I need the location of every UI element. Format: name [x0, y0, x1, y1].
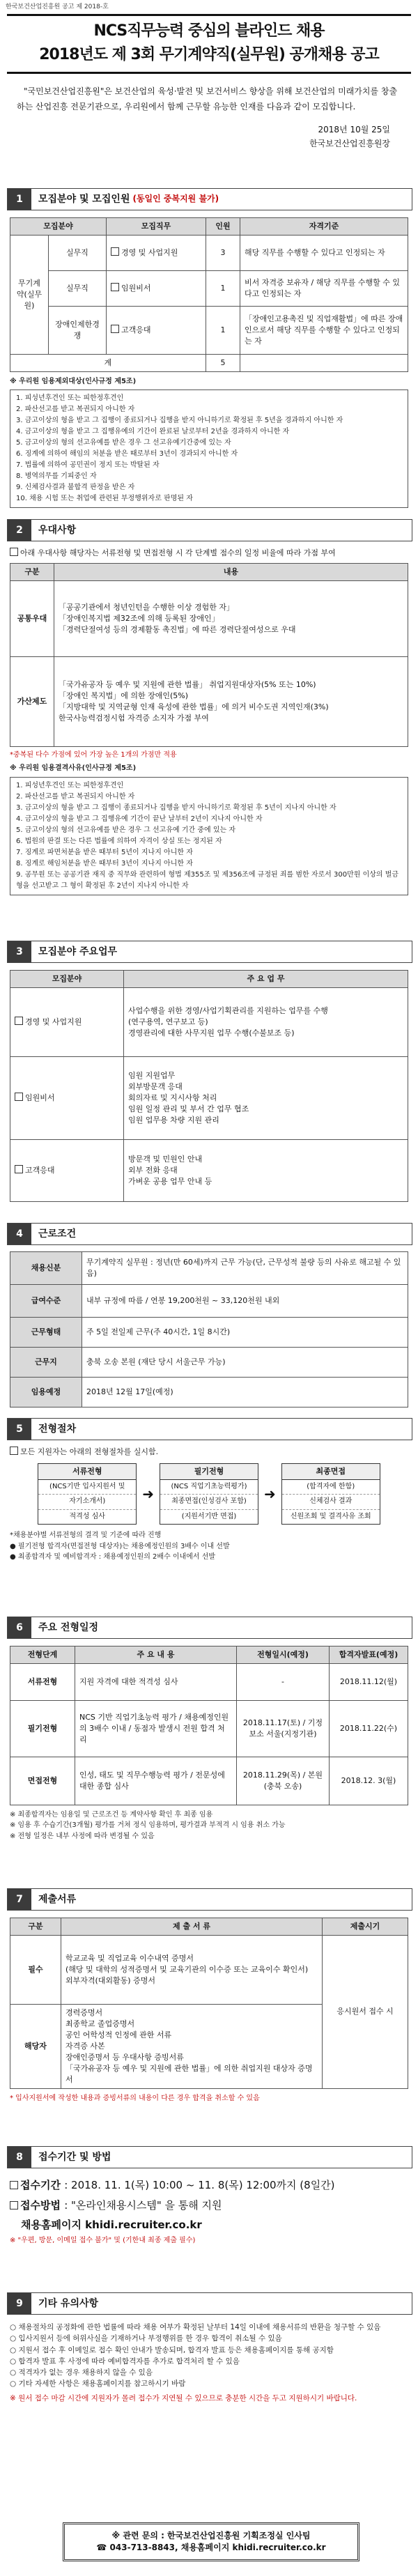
- doc-item: 장애인증명서 등 우대사항 증빙서류: [65, 2052, 184, 2062]
- field-cell: [10, 1139, 124, 1201]
- note-line: 7. 법률에 의하여 공민권이 정지 또는 박탈된 자: [16, 461, 160, 470]
- duty-line: 외부방문객 응대: [128, 1082, 183, 1092]
- field-cell: 장애인제한경쟁: [49, 306, 107, 354]
- page-subtitle: 2018년도 제 3회 무기계약직(실무원) 공개채용 공고: [39, 45, 379, 63]
- pref-lead: [10, 548, 408, 559]
- notice-warning: ※ 원서 접수 마감 시간에 지원자가 몰려 접수가 지연될 수 있으므로 충분한 시간을 두고 지원하시기 바랍니다.: [10, 2393, 357, 2403]
- apply-period-value: : 2018. 11. 1(목) 10:00 ~ 11. 8(목) 12:00까지 (8일간): [64, 2179, 335, 2191]
- checkbox-icon: [15, 1017, 23, 1025]
- note-line: 8. 병역의무를 기피중인 자: [16, 472, 97, 481]
- note-line: 1. 피성년후견인 또는 피한정후견인: [16, 781, 124, 789]
- conditions-block: [10, 1251, 408, 1407]
- section-2-header: [7, 519, 412, 541]
- process-notes: [10, 1530, 408, 1563]
- step-cell: 필기전형: [10, 1700, 75, 1757]
- notice-text: 채용절차의 공정화에 관한 법률에 따라 채용 여부가 확정된 날부터 14일 이내에 채용서류의 반환을 청구할 수 있음: [18, 2323, 381, 2331]
- apply-period-label: 접수기간: [20, 2179, 61, 2191]
- doc-item: 최종학교 졸업증명서: [65, 2019, 135, 2028]
- section-title: [31, 189, 219, 210]
- section-number: 2: [8, 520, 31, 541]
- col-header: 모집직무: [107, 218, 206, 236]
- doc-when: 응시원서 접수 시: [323, 1935, 408, 2088]
- count-cell: 1: [206, 306, 240, 354]
- table-row: [10, 1252, 408, 1285]
- group-cell: 무기계약(실무원): [10, 235, 49, 354]
- duty-text: 고객응대: [121, 325, 151, 334]
- row-key: 채용신분: [10, 1252, 82, 1285]
- total-count: 5: [206, 354, 240, 371]
- table-row: [10, 1139, 408, 1201]
- process-block: [10, 1447, 408, 1563]
- section-6-header: [7, 1617, 412, 1639]
- section-number: 1: [8, 189, 31, 210]
- process-flow: [10, 1463, 408, 1525]
- note-line: 10. 채용 시험 또는 취업에 관련된 부정행위자로 판명된 자: [16, 495, 193, 503]
- apply-method-label: 접수방법: [20, 2198, 61, 2212]
- intro-text: "국민보건산업진흥원"은 보건산업의 육성·발전 및 보건서비스 향상을 위해 보건산업의 미래가치를 창출하는 산업진흥 전문기관으로, 우리원에서 함께 근무할 유능한 인재를 다음과 같이 모집합니다.: [17, 86, 398, 111]
- field-cell: 실무직: [49, 235, 107, 270]
- notice-org: 한국보건산업진흥원장: [309, 138, 390, 148]
- notice-text: 적격자가 없는 경우 채용하지 않을 수 있음: [18, 2368, 153, 2377]
- note-line: ※ 전형 일정은 내부 사정에 따라 변경될 수 있음: [10, 1832, 155, 1840]
- table-row: [10, 1318, 408, 1348]
- process-lead-text: 모든 지원자는 아래의 전형절차를 실시함.: [20, 1447, 159, 1456]
- total-label: 계: [10, 354, 206, 371]
- note-line: ● 최종합격자 및 예비합격자 : 채용예정인원의 2배수 이내에서 선발: [10, 1553, 216, 1561]
- col-header: 구분: [10, 563, 54, 580]
- apply-block: [10, 2175, 408, 2246]
- flow-step-head: 필기전형: [160, 1464, 258, 1480]
- date-cell: -: [237, 1663, 330, 1700]
- note-line: 8. 징계로 해임처분을 받은 때부터 3년이 지나지 아니한 자: [16, 859, 193, 867]
- col-header: 자격기준: [240, 218, 408, 236]
- table-row: [10, 306, 408, 354]
- table-row: [10, 1700, 408, 1757]
- doc-item: 공인 어학성적 인정에 관한 서류: [65, 2030, 172, 2039]
- table-row: [10, 580, 408, 656]
- col-header: 주 요 내 용: [75, 1646, 237, 1664]
- table-row: [10, 1663, 408, 1700]
- notice-text: 합격자 발표 후 사정에 따라 예비합격자를 추가로 합격처리 할 수 있음: [18, 2357, 240, 2366]
- notice-text: 입사지원서 등에 허위사실을 기재하거나 부정행위를 한 경우 합격이 취소될 수 있음: [18, 2334, 282, 2343]
- section-title: 주요 전형일정: [38, 1621, 99, 1633]
- field-text: 고객응대: [25, 1165, 55, 1175]
- duty-cell: [107, 235, 206, 270]
- pref-lead-text: 아래 우대사항 해당자는 서류전형 및 면접전형 시 각 단계별 점수의 일정 비율에 따라 가점 부여: [20, 548, 336, 557]
- arrow-right-icon: ➜: [142, 1485, 154, 1502]
- section-3-header: [7, 941, 412, 963]
- preference-block: [10, 548, 408, 895]
- duty-cell: [124, 987, 408, 1056]
- doc-item: 경력증명서: [65, 2007, 103, 2017]
- doc-list: [61, 2004, 323, 2088]
- pref-item: 「지방대학 및 지역균형 인재 육성에 관한 법률」에 의거 비수도권 지역인재(3%): [59, 702, 329, 711]
- row-value: 내부 규정에 따름 / 연봉 19,200천원 ~ 33,120천원 내외: [82, 1285, 408, 1318]
- recruit-table: [10, 217, 408, 372]
- section-number: 9: [8, 2293, 31, 2314]
- note-line: 3. 금고이상의 형을 받고 그 집행이 종료되거나 집행을 받지 아니하기로 확정된 후 5년이 지나지 아니한 자: [16, 803, 336, 812]
- flow-step-1: [38, 1463, 137, 1525]
- note-line: 2. 파산선고를 받고 복권되지 아니한 자: [16, 792, 135, 801]
- table-row: [10, 656, 408, 746]
- col-header: 주 요 업 무: [124, 971, 408, 988]
- flow-step-line: (NCS 직업기초능력평가): [160, 1480, 258, 1495]
- checkbox-icon: [10, 1447, 18, 1455]
- pref-item: 「장애인복지법 제32조에 의해 등록된 장애인」: [59, 613, 219, 623]
- doc-kind: 필수: [10, 1935, 61, 2004]
- table-row: [10, 1935, 408, 2004]
- apply-method: [10, 2196, 408, 2216]
- doc-item: 학교교육 및 직업교육 이수내역 증명서: [65, 1954, 194, 1964]
- pref-item: 「경력단절여성 등의 경제활동 촉진법」에 따른 경력단절여성으로 우대: [59, 624, 296, 634]
- row-value: 2018년 12월 17일(예정): [82, 1378, 408, 1407]
- checkbox-icon: [111, 325, 119, 333]
- section-title: 우대사항: [38, 524, 77, 536]
- duty-line: 방문객 및 민원인 안내: [128, 1155, 203, 1164]
- count-cell: 1: [206, 270, 240, 306]
- duty-line: 임원 지원업무: [128, 1071, 176, 1081]
- desc-cell: NCS 기반 직업기초능력 평가 / 채용예정인원의 3배수 이내 / 동점자 발생시 전원 합격 처리: [75, 1700, 237, 1757]
- duty-line: 사업수행을 위한 경영/사업기획관리를 지원하는 업무를 수행: [128, 1006, 328, 1016]
- doc-item: 자격증 사본: [65, 2041, 105, 2051]
- section-title: 근로조건: [38, 1228, 77, 1240]
- col-header: 전형단계: [10, 1646, 75, 1664]
- section-number: 6: [8, 1617, 31, 1638]
- col-header: 합격자발표(예정): [330, 1646, 408, 1664]
- table-row: [10, 1757, 408, 1805]
- flow-step-line: 신체검사 결과: [282, 1495, 380, 1510]
- note-line: 4. 금고이상의 형을 받고 그 집행유예의 기간이 완료된 날로부터 2년을 경과하지 아니한 자: [16, 428, 290, 436]
- duty-line: 임원 일정 관리 및 부서 간 업무 협조: [128, 1104, 249, 1113]
- documents-block: [10, 1918, 408, 2104]
- req-cell: 「장애인고용촉진 및 직업재활법」에 따른 장애인으로서 해당 직무를 수행할 수 있다고 인정되는 자: [240, 306, 408, 354]
- col-header: 내용: [54, 563, 408, 580]
- result-cell: 2018.11.12(월): [330, 1663, 408, 1700]
- desc-cell: 지원 자격에 대한 적격성 심사: [75, 1663, 237, 1700]
- duty-cell: [107, 306, 206, 354]
- title-box: [7, 14, 411, 74]
- contact-line: ☎ 043-713-8843, 채용홈페이지 khidi.recruiter.co.kr: [96, 2543, 326, 2552]
- flow-step-line: 적격성 심사: [69, 1512, 105, 1520]
- duty-line: 경영관리에 대한 사무지원 업무 수행(수불보조 등): [128, 1028, 295, 1038]
- doc-item: (해당 및 대학의 성적증명서 및 교육기관의 이수증 또는 교육이수 확인서): [65, 1964, 309, 1974]
- col-header: 모집분야: [10, 218, 107, 236]
- flow-step-line: 신원조회 및 결격사유 조회: [290, 1512, 371, 1520]
- section-number: 4: [8, 1224, 31, 1244]
- row-value: 무기계약직 실무원 : 정년(만 60세)까지 근무 가능(단, 근무성적 불량 등의 사유로 해고될 수 있음): [82, 1252, 408, 1285]
- req-cell: 비서 자격증 보유자 / 해당 직무를 수행할 수 있다고 인정되는 자: [240, 270, 408, 306]
- section-number: 8: [8, 2147, 31, 2168]
- documents-footnote: * 입사지원서에 작성한 내용과 증빙서류의 내용이 다른 경우 합격을 취소할 수 있음: [10, 2094, 260, 2102]
- checkbox-icon: [15, 1165, 23, 1173]
- duties-block: [10, 970, 408, 1202]
- step-cell: 면접전형: [10, 1757, 75, 1805]
- checkbox-icon: [111, 283, 119, 291]
- notice-text: 지원서 접수 후 이메일로 접수 확인 안내가 발송되며, 합격자 발표 등은 채용홈페이지를 통해 공지함: [18, 2345, 334, 2354]
- category-cell: 가산제도: [10, 656, 54, 746]
- notice-item: ○ 기타 자세한 사항은 채용홈페이지를 참고하시기 바람: [10, 2380, 186, 2389]
- result-cell: 2018.12. 3(월): [330, 1757, 408, 1805]
- section-title: 제출서류: [38, 1893, 77, 1905]
- table-row: [10, 1378, 408, 1407]
- flow-step-line: 최종면접(인성검사 포함): [160, 1495, 258, 1510]
- checkbox-icon: [10, 2181, 18, 2189]
- content-cell: [54, 580, 408, 656]
- note-line: 9. 신체검사결과 불합격 판정을 받은 자: [16, 484, 135, 492]
- section-number: 5: [8, 1419, 31, 1440]
- recruit-table-block: [10, 217, 408, 508]
- flow-step-line: (NCS기반 입사지원서 및: [38, 1480, 136, 1495]
- checkbox-icon: [111, 247, 119, 256]
- s1-notes: [10, 376, 408, 509]
- flow-step-line: (지원서기반 면접): [181, 1512, 237, 1520]
- field-cell: [10, 987, 124, 1056]
- date-cell: 2018.11.17(토) / 기정보소 서울(지정기관): [237, 1700, 330, 1757]
- field-cell: [10, 1056, 124, 1139]
- section-title: 기타 유의사항: [38, 2297, 99, 2309]
- contact-box: [63, 2522, 359, 2561]
- preference-table: [10, 563, 408, 747]
- apply-method-value: : "온라인채용시스템" 을 통해 지원: [64, 2198, 222, 2212]
- row-value: 주 5일 전일제 근무(주 40시간, 1일 8시간): [82, 1318, 408, 1348]
- note-line: ※ 최종합격자는 임용일 및 근로조건 등 계약사항 확인 후 최종 임용: [10, 1810, 213, 1819]
- process-lead: [10, 1447, 408, 1458]
- note-line: 7. 징계로 파면처분을 받은 때부터 5년이 지나지 아니한 자: [16, 848, 193, 856]
- duties-table: [10, 970, 408, 1202]
- row-value: 충북 오송 본원 (재단 당시 서울근무 가능): [82, 1348, 408, 1378]
- note-line: 3. 금고이상의 형을 받고 그 집행이 종료되거나 집행을 받지 아니하기로 확정된 후 5년을 경과하지 아니한 자: [16, 417, 343, 425]
- row-key: 근무지: [10, 1348, 82, 1378]
- note-line: 5. 금고이상의 형의 선고유예를 받은 경우 그 선고유예 기간 중에 있는 자: [16, 826, 235, 834]
- duty-line: 임원 업무용 차량 지원 관리: [128, 1115, 219, 1125]
- date-cell: 2018.11.29(목) / 본원(충북 오송): [237, 1757, 330, 1805]
- duty-cell: [107, 270, 206, 306]
- content-cell: [54, 656, 408, 746]
- schedule-notes: [10, 1810, 408, 1842]
- row-key: 급여수준: [10, 1285, 82, 1318]
- doc-list: [61, 1935, 323, 2004]
- conditions-table: [10, 1251, 408, 1407]
- duty-cell: [124, 1139, 408, 1201]
- table-row: [10, 1056, 408, 1139]
- doc-topline: 한국보건산업진흥원 공고 제 2018-호: [6, 3, 109, 10]
- notes-box: [10, 390, 408, 508]
- col-header: 제 출 서 류: [61, 1918, 323, 1936]
- field-cell: 실무직: [49, 270, 107, 306]
- checkbox-icon: [10, 548, 18, 556]
- count-cell: 3: [206, 235, 240, 270]
- notice-item: ○ 지원서 접수 후 이메일로 접수 확인 안내가 발송되며, 합격자 발표 등은 채용홈페이지를 통해 공지함: [10, 2345, 334, 2354]
- pref-item: 한국사능력검정시험 자격증 소지자 가점 부여: [59, 713, 209, 723]
- recruit-site-link[interactable]: 채용홈페이지 khidi.recruiter.co.kr: [21, 2219, 202, 2231]
- section-5-header: [7, 1418, 412, 1440]
- desc-cell: 인성, 태도 및 직무수행능력 평가 / 전문성에 대한 종합 심사: [75, 1757, 237, 1805]
- apply-note: ※ "우편, 방문, 이메일 접수 불가" 및 (기한내 최종 제출 필수): [10, 2236, 196, 2244]
- flow-step-line: 자기소개서): [38, 1495, 136, 1510]
- section-number: 3: [8, 941, 31, 962]
- col-header: 구분: [10, 1918, 61, 1936]
- page-title: NCS직무능력 중심의 블라인드 채용: [93, 22, 325, 40]
- doc-kind: 해당자: [10, 2004, 61, 2088]
- note-line: 5. 금고이상의 형의 선고유예를 받은 경우 그 선고유예기간중에 있는 자: [16, 439, 231, 447]
- section-title-text: 모집분야 및 모집인원: [38, 193, 130, 205]
- duty-line: (연구용역, 연구보고 등): [128, 1017, 208, 1026]
- row-key: 근무형태: [10, 1318, 82, 1348]
- pref-item: 「장애인 복지법」에 의한 장애인(5%): [59, 691, 189, 700]
- flow-step-head: 서류전형: [38, 1464, 136, 1480]
- flow-step-2: [160, 1463, 258, 1525]
- arrow-right-icon: ➜: [264, 1485, 276, 1502]
- contact-line: ※ 관련 문의 : 한국보건산업진흥원 기획조정실 인사팀: [111, 2530, 311, 2540]
- section-title: 접수기간 및 방법: [38, 2151, 111, 2163]
- note-line: 6. 징계에 의하여 해임의 처분을 받은 때로부터 3년이 경과되지 아니한 자: [16, 450, 238, 458]
- notice-block: [10, 2322, 408, 2404]
- flow-step-line: (합격자에 한함): [282, 1480, 380, 1495]
- s2-subnotes: [10, 763, 408, 895]
- section-title: 전형절차: [38, 1423, 77, 1435]
- notice-item: ○ 입사지원서 등에 허위사실을 기재하거나 부정행위를 한 경우 합격이 취소될 수 있음: [10, 2334, 282, 2343]
- table-row: [10, 270, 408, 306]
- notice-item: ○ 합격자 발표 후 사정에 따라 예비합격자를 추가로 합격처리 할 수 있음: [10, 2357, 240, 2366]
- subnotes-box: [10, 777, 408, 895]
- table-row: [10, 1348, 408, 1378]
- doc-item: 「국가유공자 등 예우 및 지원에 관한 법률」에 의한 취업지원 대상자 증명서: [65, 2063, 313, 2084]
- pref-item: 「공공기관에서 청년인턴을 수행한 이상 경험한 자」: [59, 602, 235, 612]
- col-header: 인원: [206, 218, 240, 236]
- duty-text: 경영 및 사업지원: [121, 247, 178, 257]
- note-line: ※ 임용 후 수습기간(3개월) 평가를 거쳐 정식 임용하며, 평가결과 부적격 시 임용 취소 가능: [10, 1821, 286, 1830]
- table-row: [10, 987, 408, 1056]
- col-header: 모집분야: [10, 971, 124, 988]
- note-line: 4. 금고이상의 형을 받고 그 집행유예 기간이 끝난 날부터 2년이 지나지 아니한 자: [16, 815, 263, 823]
- schedule-block: [10, 1646, 408, 1842]
- section-4-header: [7, 1223, 412, 1245]
- note-line: ● 필기전형 합격자(면접전형 대상자)는 채용예정인원의 3배수 이내 선발: [10, 1542, 230, 1550]
- section-9-header: [7, 2292, 412, 2315]
- flow-step-3: [281, 1463, 380, 1525]
- duty-line: 가벼운 공용 업무 안내 등: [128, 1176, 212, 1186]
- documents-table: [10, 1918, 408, 2089]
- table-row: [10, 235, 408, 270]
- duty-line: 외부 전화 응대: [128, 1165, 178, 1175]
- category-cell: 공통우대: [10, 580, 54, 656]
- subnotes-title: ※ 우리원 임용결격사유(인사규정 제5조): [10, 764, 137, 773]
- section-number: 7: [8, 1889, 31, 1910]
- pref-footnote: *중복된 다수 가점에 있어 가장 높은 1개의 가점만 적용: [10, 750, 177, 759]
- duty-line: 회의자료 및 지시사항 처리: [128, 1093, 217, 1102]
- duty-text: 임원비서: [121, 283, 151, 293]
- notes-title: ※ 우리원 임용제외대상(인사규정 제5조): [10, 377, 137, 385]
- section-7-header: [7, 1888, 412, 1911]
- req-cell: 해당 직무를 수행할 수 있다고 인정되는 자: [240, 235, 408, 270]
- note-line: *채용분야별 서류전형의 결격 및 기준에 따라 진행: [10, 1532, 162, 1540]
- section-8-header: [7, 2146, 412, 2168]
- section-1-header: [7, 188, 412, 210]
- note-line: 6. 법원의 판결 또는 다른 법률에 의하여 자격이 상실 또는 정지된 자: [16, 837, 222, 845]
- note-line: 2. 파산선고를 받고 복권되지 아니한 자: [16, 406, 135, 414]
- doc-item: 외부자격(대외활동) 증명서: [65, 1975, 155, 1985]
- field-text: 경영 및 사업지원: [25, 1017, 82, 1026]
- apply-period: [10, 2175, 408, 2196]
- empty-cell: [240, 354, 408, 371]
- notice-text: 기타 자세한 사항은 채용홈페이지를 참고하시기 바람: [18, 2380, 186, 2389]
- field-text: 임원비서: [25, 1093, 55, 1102]
- checkbox-icon: [10, 2201, 18, 2209]
- section-title-note: (동일인 중복지원 불가): [132, 194, 219, 204]
- step-cell: 서류전형: [10, 1663, 75, 1700]
- col-header: 전형일시(예정): [237, 1646, 330, 1664]
- table-row: [10, 1285, 408, 1318]
- section-title: 모집분야 주요업무: [38, 946, 118, 957]
- pref-item: 「국가유공자 등 예우 및 지원에 관한 법률」 취업지원대상자(5% 또는 10%): [59, 680, 316, 689]
- result-cell: 2018.11.22(수): [330, 1700, 408, 1757]
- flow-step-head: 최종면접: [282, 1464, 380, 1480]
- notice-list: [10, 2322, 408, 2404]
- notice-item: ○ 채용절차의 공정화에 관한 법률에 따라 채용 여부가 확정된 날부터 14일 이내에 채용서류의 반환을 청구할 수 있음: [10, 2323, 381, 2331]
- schedule-table: [10, 1646, 408, 1805]
- notice-date: 2018년 10월 25일: [318, 125, 390, 135]
- row-key: 임용예정: [10, 1378, 82, 1407]
- note-line: 1. 피성년후견인 또는 피한정후견인: [16, 394, 124, 403]
- total-row: [10, 354, 408, 371]
- duty-cell: [124, 1056, 408, 1139]
- note-line: 9. 공무원 또는 공공기관 재직 중 직무와 관련하여 형법 제355조 및 제356조에 규정된 죄를 범한 자로서 300만원 이상의 벌금형을 선고받고 그 형이 확정된 후 2년이 지나지 아니한 자: [16, 870, 399, 890]
- col-header: 제출시기: [323, 1918, 408, 1936]
- checkbox-icon: [15, 1093, 23, 1101]
- notice-item: ○ 적격자가 없는 경우 채용하지 않을 수 있음: [10, 2368, 153, 2377]
